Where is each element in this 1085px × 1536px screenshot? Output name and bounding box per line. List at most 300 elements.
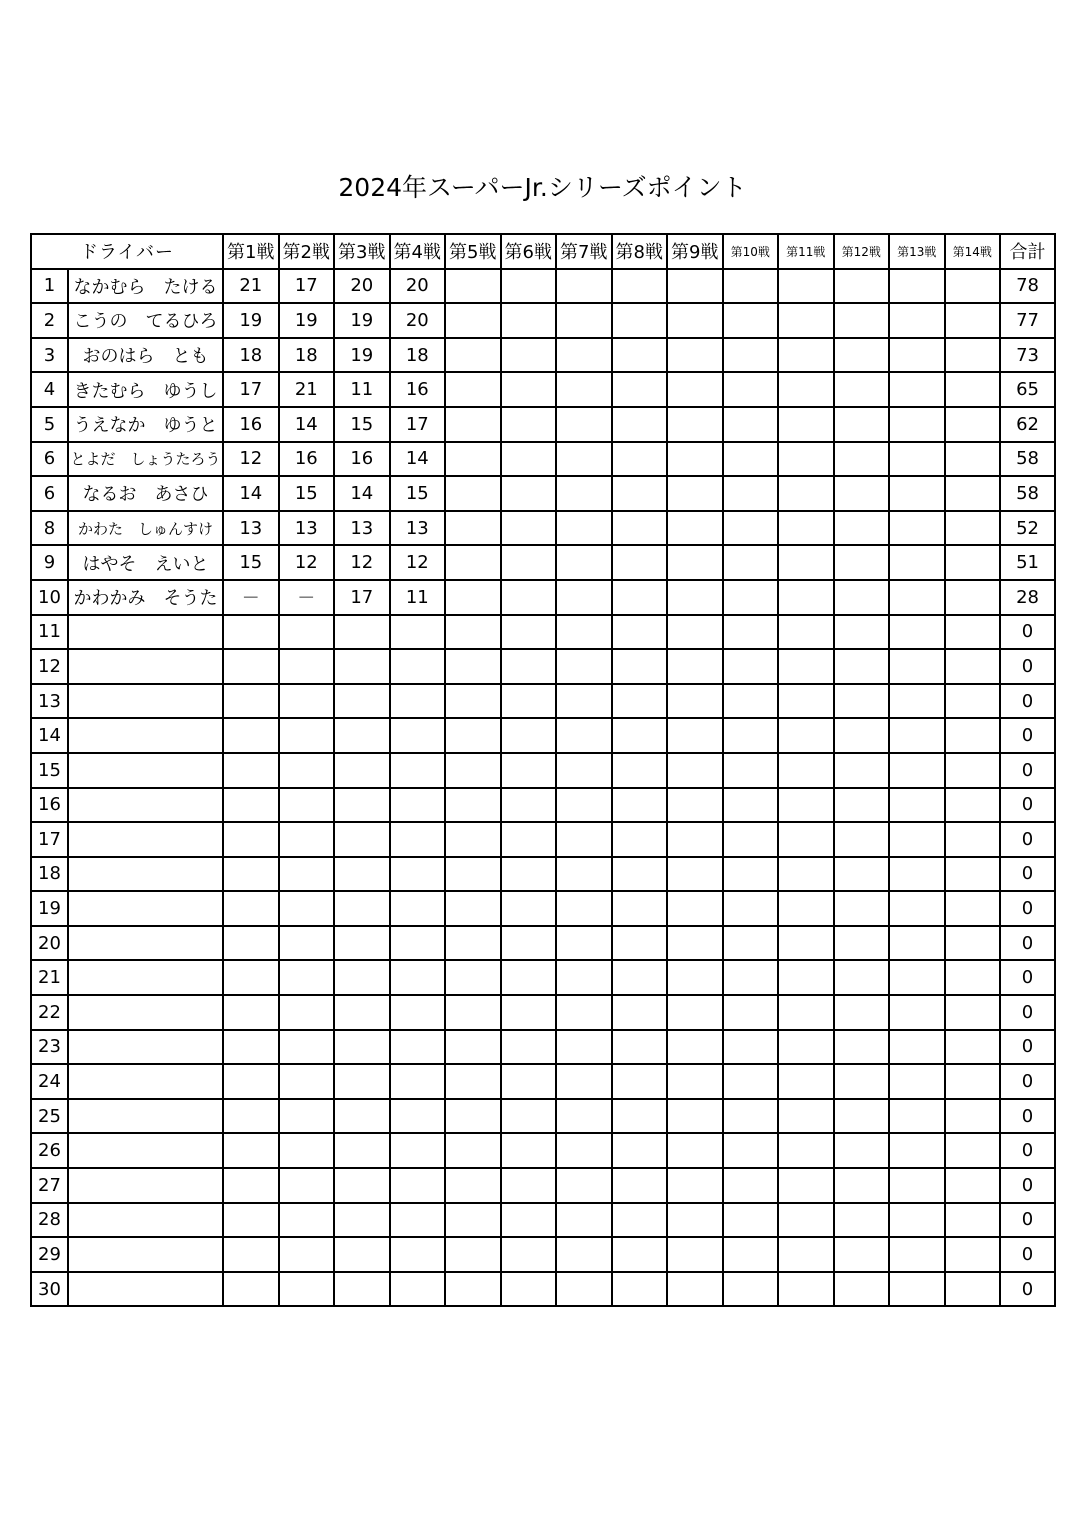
race-8-score-cell xyxy=(612,303,668,338)
rank-cell: 8 xyxy=(31,511,68,546)
race-8-score-cell xyxy=(612,788,668,823)
race-9-header: 第9戦 xyxy=(667,234,723,269)
race-6-score-cell xyxy=(501,1133,557,1168)
race-4-score-cell xyxy=(390,753,446,788)
driver-name-cell xyxy=(68,995,223,1030)
race-6-score-cell xyxy=(501,753,557,788)
race-4-score-cell xyxy=(390,615,446,650)
race-4-score-cell xyxy=(390,1237,446,1272)
table-row xyxy=(31,891,1055,926)
race-3-score-cell: 16 xyxy=(334,442,390,477)
race-10-score-cell xyxy=(723,1133,779,1168)
race-3-score-cell: 19 xyxy=(334,338,390,373)
race-6-score-cell xyxy=(501,1272,557,1307)
race-11-score-cell xyxy=(778,718,834,753)
race-9-score-cell xyxy=(667,960,723,995)
race-3-score-cell xyxy=(334,926,390,961)
total-cell: 0 xyxy=(1000,1168,1055,1203)
race-8-score-cell xyxy=(612,891,668,926)
race-4-score-cell xyxy=(390,1133,446,1168)
table-row xyxy=(31,1272,1055,1307)
race-6-score-cell xyxy=(501,407,557,442)
race-10-score-cell xyxy=(723,960,779,995)
race-13-score-cell xyxy=(889,788,945,823)
race-3-header: 第3戦 xyxy=(334,234,390,269)
race-7-score-cell xyxy=(556,753,612,788)
race-12-score-cell xyxy=(834,891,890,926)
race-14-score-cell xyxy=(945,857,1001,892)
race-14-score-cell xyxy=(945,822,1001,857)
rank-cell: 26 xyxy=(31,1133,68,1168)
race-11-score-cell xyxy=(778,753,834,788)
race-6-score-cell xyxy=(501,857,557,892)
race-14-score-cell xyxy=(945,1133,1001,1168)
table-row xyxy=(31,1237,1055,1272)
race-9-score-cell xyxy=(667,891,723,926)
race-10-score-cell xyxy=(723,718,779,753)
race-1-score-cell xyxy=(223,960,279,995)
race-6-score-cell xyxy=(501,995,557,1030)
race-13-score-cell xyxy=(889,857,945,892)
race-2-score-cell xyxy=(279,1064,335,1099)
race-14-score-cell xyxy=(945,303,1001,338)
driver-name-cell xyxy=(68,718,223,753)
race-5-score-cell xyxy=(445,476,501,511)
race-4-score-cell: 17 xyxy=(390,407,446,442)
race-14-score-cell xyxy=(945,580,1001,615)
driver-name-cell: かわかみ そうた xyxy=(68,580,223,615)
total-column-header: 合計 xyxy=(1000,234,1055,269)
total-cell: 0 xyxy=(1000,891,1055,926)
race-3-score-cell xyxy=(334,1237,390,1272)
race-14-score-cell xyxy=(945,615,1001,650)
rank-cell: 15 xyxy=(31,753,68,788)
race-4-score-cell xyxy=(390,822,446,857)
driver-column-header: ドライバー xyxy=(31,234,223,269)
race-11-score-cell xyxy=(778,684,834,719)
race-12-score-cell xyxy=(834,1064,890,1099)
driver-name-cell xyxy=(68,926,223,961)
race-8-score-cell xyxy=(612,372,668,407)
race-5-score-cell xyxy=(445,822,501,857)
table-row xyxy=(31,476,1055,511)
rank-cell: 24 xyxy=(31,1064,68,1099)
race-1-score-cell: 12 xyxy=(223,442,279,477)
race-6-score-cell xyxy=(501,788,557,823)
race-9-score-cell xyxy=(667,1064,723,1099)
race-10-score-cell xyxy=(723,649,779,684)
race-7-score-cell xyxy=(556,1168,612,1203)
rank-cell: 28 xyxy=(31,1203,68,1238)
race-5-score-cell xyxy=(445,269,501,304)
race-9-score-cell xyxy=(667,995,723,1030)
race-1-score-cell xyxy=(223,926,279,961)
race-11-score-cell xyxy=(778,545,834,580)
race-12-score-cell xyxy=(834,303,890,338)
race-2-score-cell: 13 xyxy=(279,511,335,546)
race-12-header: 第12戦 xyxy=(834,234,890,269)
race-5-score-cell xyxy=(445,545,501,580)
race-9-score-cell xyxy=(667,857,723,892)
race-3-score-cell xyxy=(334,684,390,719)
race-8-score-cell xyxy=(612,511,668,546)
total-cell: 0 xyxy=(1000,753,1055,788)
race-14-score-cell xyxy=(945,684,1001,719)
race-11-score-cell xyxy=(778,1237,834,1272)
race-11-score-cell xyxy=(778,1203,834,1238)
table-row xyxy=(31,303,1055,338)
race-7-score-cell xyxy=(556,476,612,511)
race-7-score-cell xyxy=(556,822,612,857)
race-7-score-cell xyxy=(556,960,612,995)
race-9-score-cell xyxy=(667,753,723,788)
race-13-score-cell xyxy=(889,960,945,995)
race-2-score-cell xyxy=(279,684,335,719)
race-11-score-cell xyxy=(778,822,834,857)
race-2-score-cell xyxy=(279,1168,335,1203)
race-11-score-cell xyxy=(778,338,834,373)
rank-cell: 4 xyxy=(31,372,68,407)
race-2-score-cell xyxy=(279,1030,335,1065)
race-3-score-cell xyxy=(334,1030,390,1065)
total-cell: 0 xyxy=(1000,788,1055,823)
driver-name-cell xyxy=(68,1203,223,1238)
race-13-score-cell xyxy=(889,1203,945,1238)
driver-name-cell xyxy=(68,753,223,788)
rank-cell: 30 xyxy=(31,1272,68,1307)
total-cell: 0 xyxy=(1000,926,1055,961)
driver-name-cell: はやそ えいと xyxy=(68,545,223,580)
driver-name-cell: きたむら ゆうし xyxy=(68,372,223,407)
race-5-score-cell xyxy=(445,580,501,615)
race-2-score-cell xyxy=(279,1203,335,1238)
race-11-score-cell xyxy=(778,269,834,304)
race-3-score-cell xyxy=(334,788,390,823)
race-8-score-cell xyxy=(612,718,668,753)
rank-cell: 19 xyxy=(31,891,68,926)
race-8-score-cell xyxy=(612,822,668,857)
race-2-score-cell: 15 xyxy=(279,476,335,511)
rank-cell: 6 xyxy=(31,442,68,477)
race-10-score-cell xyxy=(723,822,779,857)
race-10-score-cell xyxy=(723,857,779,892)
race-2-score-cell xyxy=(279,1133,335,1168)
race-6-score-cell xyxy=(501,580,557,615)
race-11-score-cell xyxy=(778,1064,834,1099)
race-4-score-cell xyxy=(390,1030,446,1065)
table-row xyxy=(31,1030,1055,1065)
race-12-score-cell xyxy=(834,338,890,373)
race-5-score-cell xyxy=(445,1168,501,1203)
race-1-score-cell xyxy=(223,1064,279,1099)
race-7-score-cell xyxy=(556,1133,612,1168)
race-11-score-cell xyxy=(778,511,834,546)
race-13-score-cell xyxy=(889,1099,945,1134)
race-7-score-cell xyxy=(556,269,612,304)
race-9-score-cell xyxy=(667,372,723,407)
race-13-score-cell xyxy=(889,580,945,615)
race-5-score-cell xyxy=(445,995,501,1030)
race-14-score-cell xyxy=(945,1168,1001,1203)
race-3-score-cell xyxy=(334,1168,390,1203)
race-11-score-cell xyxy=(778,1272,834,1307)
race-1-score-cell: 21 xyxy=(223,269,279,304)
race-1-score-cell xyxy=(223,718,279,753)
driver-name-cell xyxy=(68,1237,223,1272)
race-5-score-cell xyxy=(445,407,501,442)
race-8-score-cell xyxy=(612,1272,668,1307)
race-1-score-cell xyxy=(223,1203,279,1238)
race-7-score-cell xyxy=(556,788,612,823)
total-cell: 0 xyxy=(1000,1203,1055,1238)
race-4-score-cell xyxy=(390,1168,446,1203)
race-5-score-cell xyxy=(445,511,501,546)
driver-name-cell: なかむら たける xyxy=(68,269,223,304)
race-4-score-cell: 12 xyxy=(390,545,446,580)
race-9-score-cell xyxy=(667,1030,723,1065)
race-13-score-cell xyxy=(889,753,945,788)
table-row xyxy=(31,511,1055,546)
total-cell: 65 xyxy=(1000,372,1055,407)
race-5-score-cell xyxy=(445,718,501,753)
total-cell: 77 xyxy=(1000,303,1055,338)
race-7-score-cell xyxy=(556,1272,612,1307)
race-6-score-cell xyxy=(501,338,557,373)
race-5-score-cell xyxy=(445,338,501,373)
race-3-score-cell xyxy=(334,1203,390,1238)
race-6-score-cell xyxy=(501,1203,557,1238)
race-7-score-cell xyxy=(556,926,612,961)
race-12-score-cell xyxy=(834,580,890,615)
race-3-score-cell xyxy=(334,1099,390,1134)
race-5-score-cell xyxy=(445,857,501,892)
race-12-score-cell xyxy=(834,442,890,477)
race-13-score-cell xyxy=(889,926,945,961)
race-8-score-cell xyxy=(612,580,668,615)
race-12-score-cell xyxy=(834,1272,890,1307)
race-10-score-cell xyxy=(723,372,779,407)
race-5-header: 第5戦 xyxy=(445,234,501,269)
race-11-score-cell xyxy=(778,442,834,477)
race-10-score-cell xyxy=(723,926,779,961)
rank-cell: 16 xyxy=(31,788,68,823)
race-6-score-cell xyxy=(501,615,557,650)
total-cell: 0 xyxy=(1000,649,1055,684)
race-4-score-cell xyxy=(390,684,446,719)
race-6-score-cell xyxy=(501,303,557,338)
race-12-score-cell xyxy=(834,822,890,857)
race-4-score-cell xyxy=(390,926,446,961)
race-4-score-cell: 20 xyxy=(390,303,446,338)
race-2-score-cell: 17 xyxy=(279,269,335,304)
race-9-score-cell xyxy=(667,1237,723,1272)
race-2-score-cell: 16 xyxy=(279,442,335,477)
race-6-header: 第6戦 xyxy=(501,234,557,269)
race-8-score-cell xyxy=(612,476,668,511)
total-cell: 0 xyxy=(1000,1237,1055,1272)
driver-name-cell xyxy=(68,822,223,857)
race-5-score-cell xyxy=(445,303,501,338)
rank-cell: 13 xyxy=(31,684,68,719)
standings-table xyxy=(30,233,1056,1307)
race-10-score-cell xyxy=(723,1237,779,1272)
race-12-score-cell xyxy=(834,1168,890,1203)
race-1-score-cell: 17 xyxy=(223,372,279,407)
race-12-score-cell xyxy=(834,1203,890,1238)
race-6-score-cell xyxy=(501,1168,557,1203)
race-11-header: 第11戦 xyxy=(778,234,834,269)
table-row xyxy=(31,615,1055,650)
rank-cell: 25 xyxy=(31,1099,68,1134)
race-10-score-cell xyxy=(723,1099,779,1134)
race-8-score-cell xyxy=(612,1064,668,1099)
total-cell: 28 xyxy=(1000,580,1055,615)
race-2-score-cell xyxy=(279,926,335,961)
race-14-score-cell xyxy=(945,649,1001,684)
total-cell: 78 xyxy=(1000,269,1055,304)
race-9-score-cell xyxy=(667,649,723,684)
race-9-score-cell xyxy=(667,580,723,615)
page-title: 2024年スーパーJr.シリーズポイント xyxy=(338,173,747,202)
race-1-score-cell: 18 xyxy=(223,338,279,373)
race-7-score-cell xyxy=(556,684,612,719)
total-cell: 0 xyxy=(1000,1030,1055,1065)
race-12-score-cell xyxy=(834,1099,890,1134)
race-6-score-cell xyxy=(501,442,557,477)
race-13-score-cell xyxy=(889,545,945,580)
race-10-header: 第10戦 xyxy=(723,234,779,269)
race-11-score-cell xyxy=(778,1099,834,1134)
race-7-score-cell xyxy=(556,1203,612,1238)
race-13-score-cell xyxy=(889,649,945,684)
race-1-score-cell: 14 xyxy=(223,476,279,511)
race-3-score-cell: 15 xyxy=(334,407,390,442)
driver-name-cell xyxy=(68,1168,223,1203)
race-1-score-cell: － xyxy=(223,580,279,615)
race-10-score-cell xyxy=(723,684,779,719)
rank-cell: 23 xyxy=(31,1030,68,1065)
race-8-score-cell xyxy=(612,407,668,442)
race-2-score-cell xyxy=(279,822,335,857)
race-3-score-cell xyxy=(334,857,390,892)
race-5-score-cell xyxy=(445,1237,501,1272)
race-11-score-cell xyxy=(778,960,834,995)
race-8-score-cell xyxy=(612,442,668,477)
race-5-score-cell xyxy=(445,615,501,650)
race-12-score-cell xyxy=(834,615,890,650)
driver-name-cell: おのはら とも xyxy=(68,338,223,373)
race-4-score-cell: 16 xyxy=(390,372,446,407)
race-10-score-cell xyxy=(723,303,779,338)
race-11-score-cell xyxy=(778,476,834,511)
race-14-score-cell xyxy=(945,1064,1001,1099)
race-11-score-cell xyxy=(778,1133,834,1168)
race-12-score-cell xyxy=(834,1237,890,1272)
race-13-score-cell xyxy=(889,1030,945,1065)
race-7-score-cell xyxy=(556,857,612,892)
race-4-score-cell: 11 xyxy=(390,580,446,615)
race-1-score-cell xyxy=(223,995,279,1030)
table-row xyxy=(31,1203,1055,1238)
total-cell: 0 xyxy=(1000,615,1055,650)
race-4-score-cell: 18 xyxy=(390,338,446,373)
total-cell: 0 xyxy=(1000,960,1055,995)
race-1-score-cell xyxy=(223,857,279,892)
race-1-score-cell: 13 xyxy=(223,511,279,546)
race-1-header: 第1戦 xyxy=(223,234,279,269)
race-4-score-cell xyxy=(390,788,446,823)
table-row xyxy=(31,338,1055,373)
race-9-score-cell xyxy=(667,511,723,546)
race-3-score-cell xyxy=(334,1133,390,1168)
table-row xyxy=(31,1099,1055,1134)
race-3-score-cell xyxy=(334,718,390,753)
race-14-score-cell xyxy=(945,753,1001,788)
race-12-score-cell xyxy=(834,649,890,684)
race-13-score-cell xyxy=(889,511,945,546)
race-10-score-cell xyxy=(723,407,779,442)
rank-cell: 11 xyxy=(31,615,68,650)
rank-cell: 1 xyxy=(31,269,68,304)
race-9-score-cell xyxy=(667,1133,723,1168)
race-6-score-cell xyxy=(501,1237,557,1272)
driver-name-cell xyxy=(68,891,223,926)
race-14-score-cell xyxy=(945,1237,1001,1272)
race-13-score-cell xyxy=(889,442,945,477)
race-9-score-cell xyxy=(667,338,723,373)
rank-cell: 5 xyxy=(31,407,68,442)
race-1-score-cell xyxy=(223,822,279,857)
race-5-score-cell xyxy=(445,788,501,823)
race-7-score-cell xyxy=(556,338,612,373)
race-11-score-cell xyxy=(778,407,834,442)
race-1-score-cell xyxy=(223,615,279,650)
total-cell: 62 xyxy=(1000,407,1055,442)
driver-name-cell: かわた しゅんすけ xyxy=(68,511,223,546)
race-14-score-cell xyxy=(945,891,1001,926)
race-5-score-cell xyxy=(445,926,501,961)
race-1-score-cell: 19 xyxy=(223,303,279,338)
race-14-score-cell xyxy=(945,718,1001,753)
race-2-score-cell xyxy=(279,1237,335,1272)
race-13-score-cell xyxy=(889,615,945,650)
race-8-score-cell xyxy=(612,684,668,719)
table-header-row xyxy=(31,234,1055,269)
race-4-header: 第4戦 xyxy=(390,234,446,269)
race-2-header: 第2戦 xyxy=(279,234,335,269)
race-12-score-cell xyxy=(834,684,890,719)
race-1-score-cell xyxy=(223,1030,279,1065)
race-5-score-cell xyxy=(445,442,501,477)
race-5-score-cell xyxy=(445,1272,501,1307)
race-8-score-cell xyxy=(612,960,668,995)
race-7-score-cell xyxy=(556,372,612,407)
race-12-score-cell xyxy=(834,995,890,1030)
race-4-score-cell xyxy=(390,1099,446,1134)
race-14-score-cell xyxy=(945,1030,1001,1065)
race-10-score-cell xyxy=(723,1203,779,1238)
race-7-score-cell xyxy=(556,1064,612,1099)
race-13-header: 第13戦 xyxy=(889,234,945,269)
race-4-score-cell xyxy=(390,718,446,753)
race-3-score-cell: 11 xyxy=(334,372,390,407)
race-1-score-cell: 15 xyxy=(223,545,279,580)
race-10-score-cell xyxy=(723,753,779,788)
table-row xyxy=(31,545,1055,580)
total-cell: 58 xyxy=(1000,476,1055,511)
race-7-score-cell xyxy=(556,1099,612,1134)
race-1-score-cell xyxy=(223,684,279,719)
